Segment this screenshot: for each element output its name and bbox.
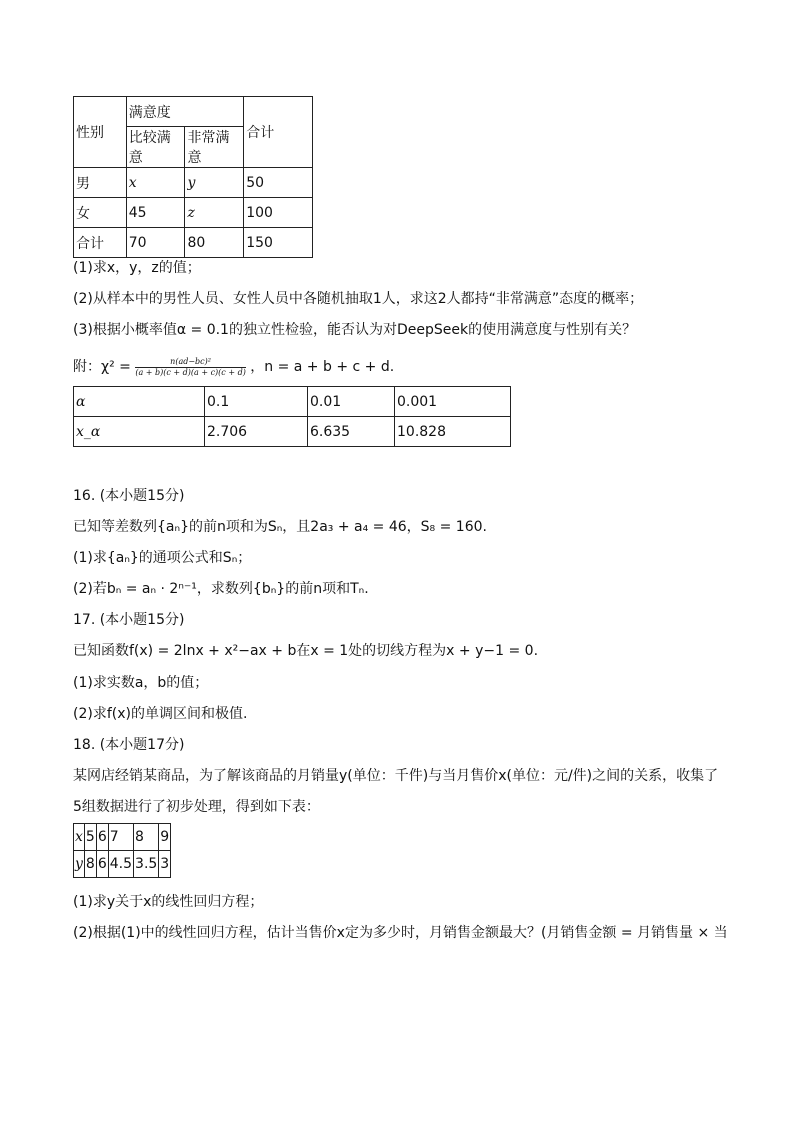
header-gender: 性别 bbox=[74, 97, 127, 168]
cell: 2.706 bbox=[205, 417, 308, 447]
q17-part1: (1)求实数a，b的值； bbox=[73, 675, 209, 691]
table-row bbox=[74, 198, 313, 228]
q18-stem-line2: 5组数据进行了初步处理，得到如下表： bbox=[73, 799, 320, 815]
table-row bbox=[74, 417, 511, 447]
cell: 0.01 bbox=[308, 387, 395, 417]
cell: 8 bbox=[84, 851, 96, 878]
q18-title: 18. (本小题17分) bbox=[73, 737, 185, 753]
cell: 3 bbox=[159, 851, 171, 878]
x-label: x bbox=[74, 824, 85, 851]
cell: 100 bbox=[244, 198, 313, 228]
cell: x bbox=[126, 168, 185, 198]
q17-stem: 已知函数f(x) = 2lnx + x²−ax + b在x = 1处的切线方程为x + y−1 = 0. bbox=[73, 643, 539, 659]
header-satisfaction: 满意度 bbox=[126, 97, 243, 127]
q16-stem: 已知等差数列{aₙ}的前n项和为Sₙ，且2a₃ + a₄ = 46，S₈ = 160. bbox=[73, 519, 487, 535]
cell: z bbox=[185, 198, 244, 228]
q18-part1: (1)求y关于x的线性回归方程； bbox=[73, 894, 264, 910]
row-label: 女 bbox=[74, 198, 127, 228]
table-row bbox=[74, 387, 511, 417]
satisfaction-gender-table bbox=[73, 96, 313, 258]
cell: 9 bbox=[159, 824, 171, 851]
q18-part2: (2)根据(1)中的线性回归方程，估计当售价x定为多少时，月销售金额最大？(月销售金额 = 月销售量 × 当 bbox=[73, 925, 728, 941]
cell: 4.5 bbox=[108, 851, 133, 878]
cell: 0.001 bbox=[395, 387, 511, 417]
appendix-prefix: 附：χ² = bbox=[73, 359, 131, 375]
cell: 50 bbox=[244, 168, 313, 198]
table-row bbox=[74, 824, 171, 851]
fraction-numerator: n(ad−bc)² bbox=[135, 357, 245, 368]
q17-part2: (2)求f(x)的单调区间和极值. bbox=[73, 706, 248, 722]
table-row bbox=[74, 851, 171, 878]
row-label: 男 bbox=[74, 168, 127, 198]
cell: 3.5 bbox=[134, 851, 159, 878]
cell: 80 bbox=[185, 228, 244, 258]
price-sales-table bbox=[73, 823, 171, 878]
header-total: 合计 bbox=[244, 97, 313, 168]
cell: 6 bbox=[96, 824, 108, 851]
q16-part2: (2)若bₙ = aₙ · 2ⁿ⁻¹，求数列{bₙ}的前n项和Tₙ. bbox=[73, 581, 369, 597]
x-alpha-label: x_α bbox=[74, 417, 205, 447]
fraction-denominator: (a + b)(c + d)(a + c)(c + d) bbox=[135, 367, 246, 377]
y-label: y bbox=[74, 851, 85, 878]
cell: 150 bbox=[244, 228, 313, 258]
chi-square-fraction bbox=[135, 357, 245, 378]
cell: 6 bbox=[96, 851, 108, 878]
subheader-very-satisfied: 非常满意 bbox=[185, 127, 244, 168]
cell: 10.828 bbox=[395, 417, 511, 447]
cell: 6.635 bbox=[308, 417, 395, 447]
q18-stem-line1: 某网店经销某商品，为了解该商品的月销量y(单位：千件)与当月售价x(单位：元/件)之间的关系，收集了 bbox=[73, 768, 719, 784]
cell: 8 bbox=[134, 824, 159, 851]
alpha-label: α bbox=[74, 387, 205, 417]
q15-part1: (1)求x，y，z的值； bbox=[73, 260, 201, 276]
row-label: 合计 bbox=[74, 228, 127, 258]
q17-title: 17. (本小题15分) bbox=[73, 612, 185, 628]
critical-value-table bbox=[73, 386, 511, 447]
cell: y bbox=[185, 168, 244, 198]
cell: 70 bbox=[126, 228, 185, 258]
cell: 5 bbox=[84, 824, 96, 851]
cell: 0.1 bbox=[205, 387, 308, 417]
subheader-fairly-satisfied: 比较满意 bbox=[126, 127, 185, 168]
cell: 45 bbox=[126, 198, 185, 228]
q15-appendix-formula bbox=[73, 354, 394, 380]
q15-part3: (3)根据小概率值α = 0.1的独立性检验，能否认为对DeepSeek的使用满意度与性别有关？ bbox=[73, 322, 637, 338]
table-row bbox=[74, 168, 313, 198]
q16-title: 16. (本小题15分) bbox=[73, 488, 185, 504]
appendix-suffix: ，n = a + b + c + d. bbox=[250, 359, 395, 375]
cell: 7 bbox=[108, 824, 133, 851]
q15-part2: (2)从样本中的男性人员、女性人员中各随机抽取1人，求这2人都持“非常满意”态度的概率； bbox=[73, 291, 644, 307]
q16-part1: (1)求{aₙ}的通项公式和Sₙ； bbox=[73, 550, 252, 566]
table-row bbox=[74, 228, 313, 258]
